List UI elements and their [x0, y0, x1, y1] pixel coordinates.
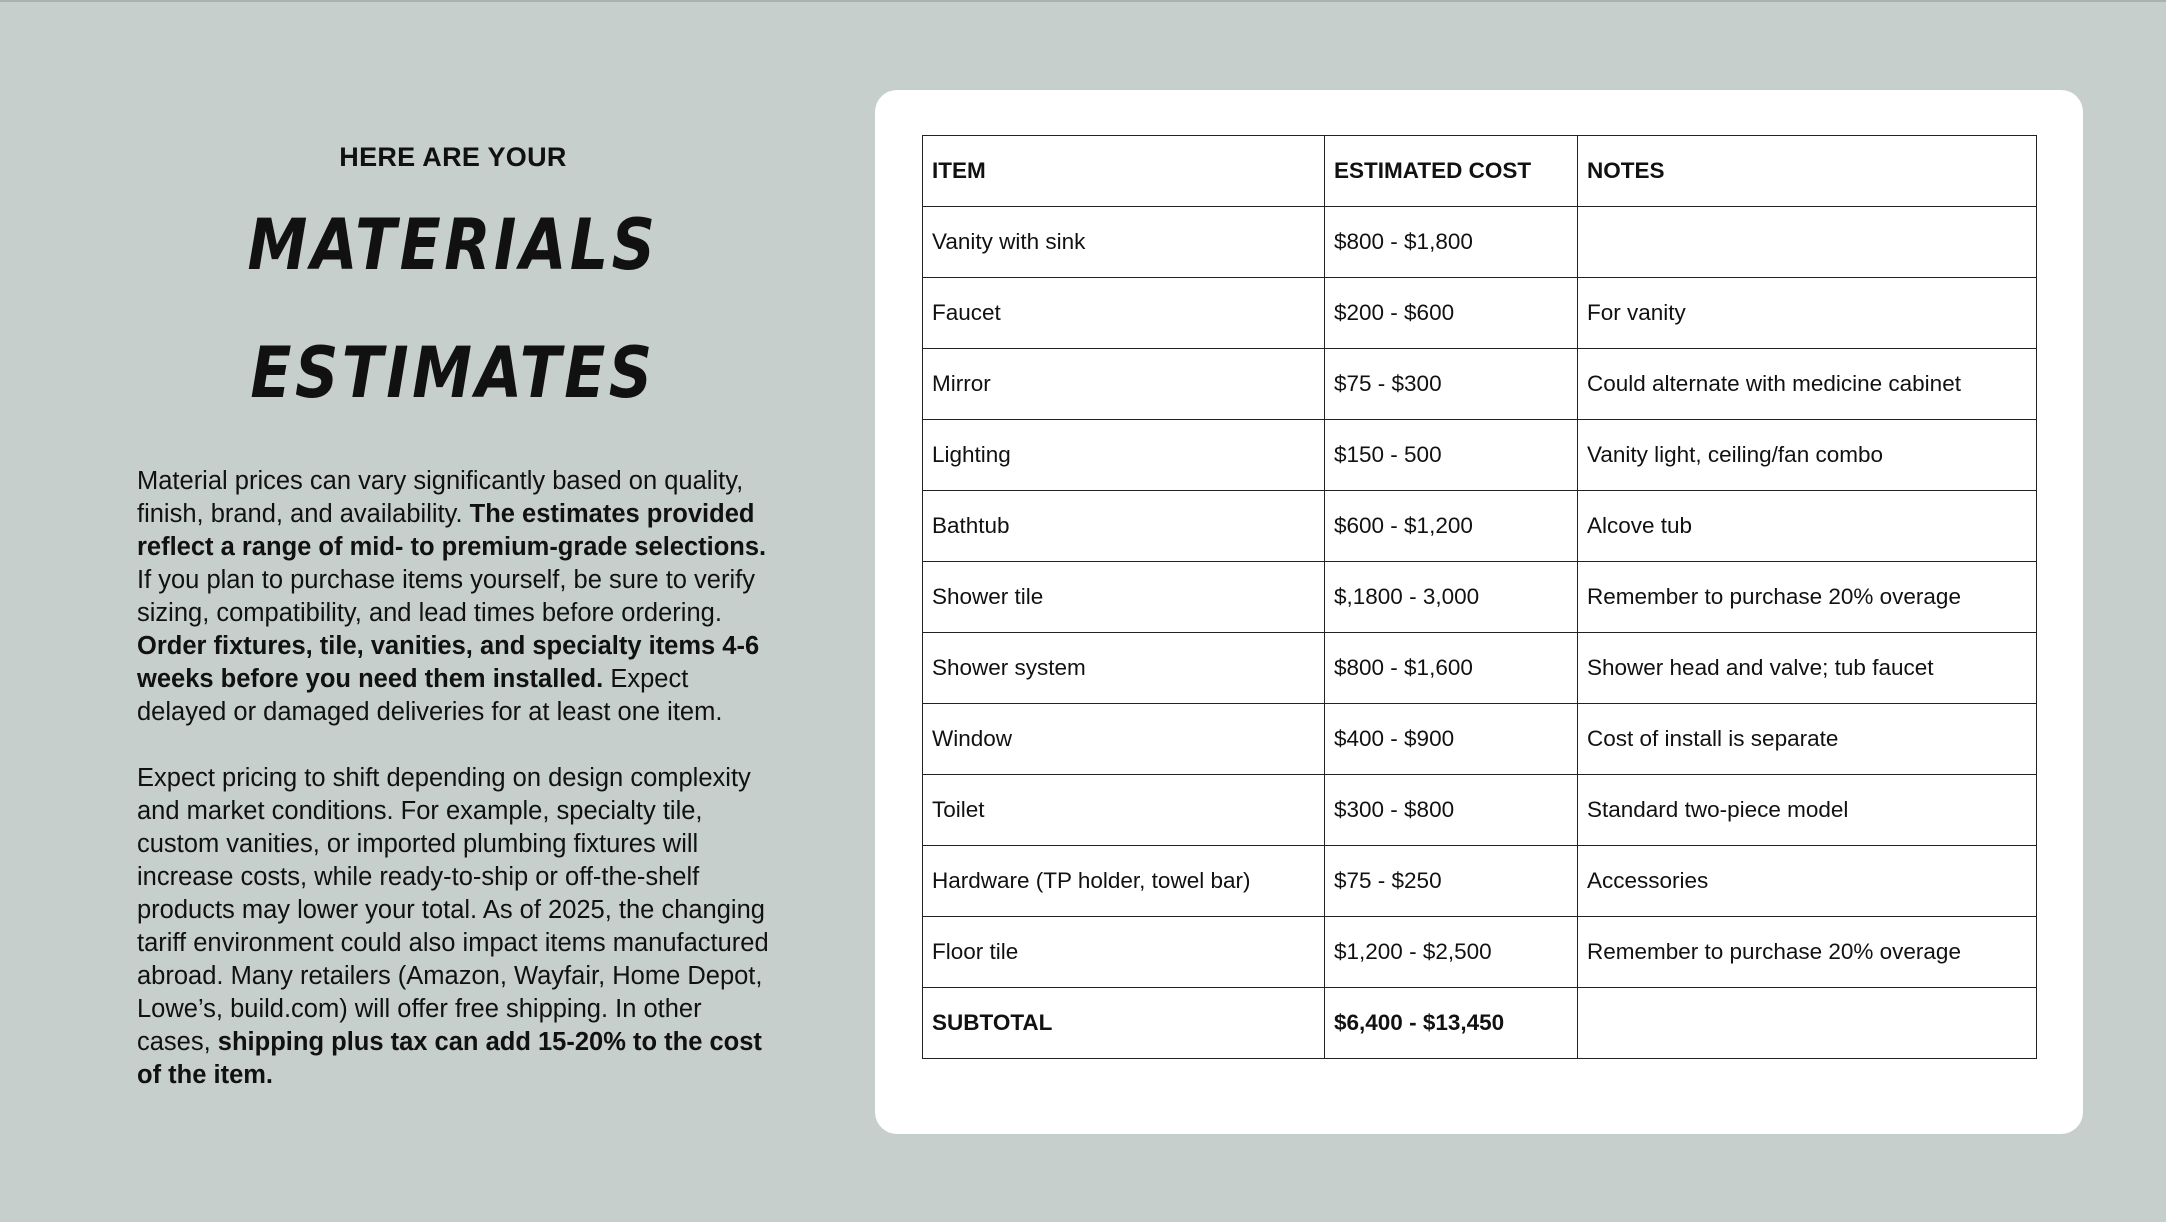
- p1-text-b: If you plan to purchase items yourself, be sure to verify sizing, compatibility, and lead times before ordering.: [137, 566, 755, 627]
- table-row: [923, 278, 2037, 349]
- notes-cell: Cost of install is separate: [1578, 704, 2037, 775]
- subtotal-label: SUBTOTAL: [923, 988, 1325, 1059]
- eyebrow-text: HERE ARE YOUR: [339, 142, 567, 172]
- item-cell: Shower tile: [923, 562, 1325, 633]
- table-row: [923, 562, 2037, 633]
- table-row: [923, 917, 2037, 988]
- item-cell: Hardware (TP holder, towel bar): [923, 846, 1325, 917]
- notes-cell: For vanity: [1578, 278, 2037, 349]
- item-cell: Window: [923, 704, 1325, 775]
- notes-cell: Alcove tub: [1578, 491, 2037, 562]
- title-line-2: ESTIMATES: [250, 332, 656, 414]
- item-cell: Faucet: [923, 278, 1325, 349]
- cost-cell: $300 - $800: [1325, 775, 1578, 846]
- notes-cell: Could alternate with medicine cabinet: [1578, 349, 2037, 420]
- cost-cell: $150 - 500: [1325, 420, 1578, 491]
- subtotal-value: $6,400 - $13,450: [1325, 988, 1578, 1059]
- p2-text-a: Expect pricing to shift depending on design complexity and market conditions. For example, specialty tile, custom vanities, or imported plumbing fixtures will increase costs, while ready-to-ship or off-the-shelf products may lower your total. As of 2025, the changing tariff environment could also impact items manufactured abroad. Many retailers (Amazon, Wayfair, Home Depot, Lowe’s, build.com) will offer free shipping. In other cases,: [137, 764, 769, 1056]
- cost-cell: $,1800 - 3,000: [1325, 562, 1578, 633]
- header-notes: NOTES: [1578, 136, 2037, 207]
- table-row: [923, 846, 2037, 917]
- notes-cell: Standard two-piece model: [1578, 775, 2037, 846]
- subtotal-row: [923, 988, 2037, 1059]
- paragraph-2: [137, 762, 777, 1092]
- paragraph-1: [137, 465, 777, 729]
- cost-cell: $75 - $250: [1325, 846, 1578, 917]
- table-row: [923, 349, 2037, 420]
- p1-bold-b: Order fixtures, tile, vanities, and specialty items 4-6 weeks before you need them installed.: [137, 632, 760, 693]
- cost-cell: $600 - $1,200: [1325, 491, 1578, 562]
- header-estimated-cost: ESTIMATED COST: [1325, 136, 1578, 207]
- title-line-1: MATERIALS: [247, 204, 659, 286]
- cost-cell: $800 - $1,800: [1325, 207, 1578, 278]
- cost-cell: $1,200 - $2,500: [1325, 917, 1578, 988]
- page-title: [181, 181, 725, 437]
- table-row: [923, 207, 2037, 278]
- cost-cell: $800 - $1,600: [1325, 633, 1578, 704]
- item-cell: Shower system: [923, 633, 1325, 704]
- cost-cell: $400 - $900: [1325, 704, 1578, 775]
- p1-text-c: Expect delayed or damaged deliveries for at least one item.: [137, 665, 723, 726]
- intro-column: [137, 130, 777, 1125]
- subtotal-notes: [1578, 988, 2037, 1059]
- table-row: [923, 491, 2037, 562]
- table-row: [923, 633, 2037, 704]
- notes-cell: [1578, 207, 2037, 278]
- cost-cell: $200 - $600: [1325, 278, 1578, 349]
- p2-bold-a: shipping plus tax can add 15-20% to the cost of the item.: [137, 1028, 762, 1089]
- cost-table: [922, 135, 2037, 1059]
- notes-cell: Accessories: [1578, 846, 2037, 917]
- item-cell: Toilet: [923, 775, 1325, 846]
- top-divider: [0, 0, 2166, 2]
- item-cell: Lighting: [923, 420, 1325, 491]
- item-cell: Mirror: [923, 349, 1325, 420]
- notes-cell: Remember to purchase 20% overage: [1578, 917, 2037, 988]
- header-item: ITEM: [923, 136, 1325, 207]
- item-cell: Bathtub: [923, 491, 1325, 562]
- notes-cell: Remember to purchase 20% overage: [1578, 562, 2037, 633]
- notes-cell: Shower head and valve; tub faucet: [1578, 633, 2037, 704]
- table-row: [923, 704, 2037, 775]
- estimates-card: [875, 90, 2083, 1134]
- table-row: [923, 420, 2037, 491]
- cost-cell: $75 - $300: [1325, 349, 1578, 420]
- notes-cell: Vanity light, ceiling/fan combo: [1578, 420, 2037, 491]
- p1-text-a: Material prices can vary significantly based on quality, finish, brand, and availability.: [137, 467, 744, 528]
- item-cell: Floor tile: [923, 917, 1325, 988]
- table-header-row: [923, 136, 2037, 207]
- table-row: [923, 775, 2037, 846]
- body-copy: [137, 465, 777, 1092]
- p1-bold-a: The estimates provided reflect a range of mid- to premium-grade selections.: [137, 500, 767, 561]
- item-cell: Vanity with sink: [923, 207, 1325, 278]
- table-body: [923, 207, 2037, 1059]
